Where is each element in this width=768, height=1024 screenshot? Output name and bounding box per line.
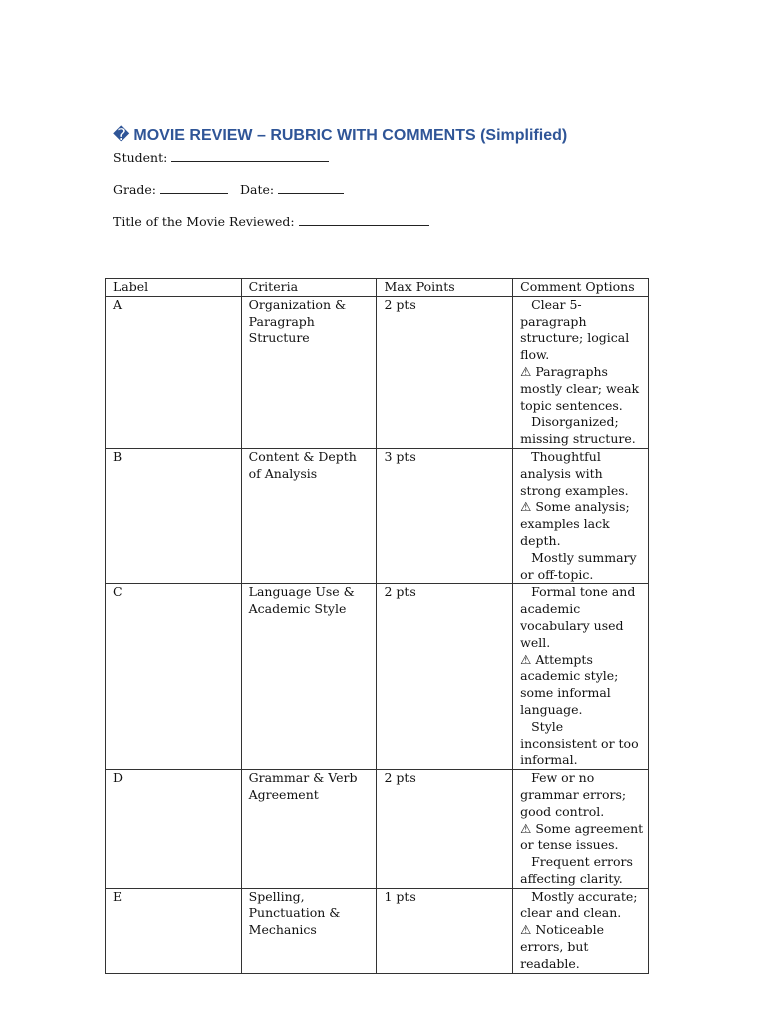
comment-option <box>520 584 644 651</box>
row-comment-options <box>513 296 649 448</box>
row-comment-options <box>513 888 649 973</box>
table-row <box>106 584 649 770</box>
comment-text: Attempts academic style; some informal language. <box>520 651 619 717</box>
student-field-row <box>113 150 329 165</box>
comment-text: Some agreement or tense issues. <box>520 820 644 853</box>
table-row <box>106 770 649 889</box>
comment-option <box>520 449 644 499</box>
comment-option <box>520 889 644 923</box>
header-comment-options: Comment Options <box>513 279 649 297</box>
date-label: Date: <box>240 182 275 197</box>
warning-icon: ⚠ <box>520 651 532 667</box>
comment-text: Disorganized; missing structure. <box>520 414 636 447</box>
movie-title-label: Title of the Movie Reviewed: <box>113 214 295 229</box>
comment-option <box>520 364 644 414</box>
date-blank-line[interactable] <box>278 182 344 194</box>
warning-icon: ⚠ <box>520 922 532 938</box>
comment-text: Thoughtful analysis with strong examples. <box>520 448 629 498</box>
comment-text: Frequent errors affecting clarity. <box>520 854 633 886</box>
table-row <box>106 888 649 973</box>
comment-text: Paragraphs mostly clear; weak topic sentences. <box>520 363 640 413</box>
row-criteria: Spelling, Punctuation & Mechanics <box>241 888 377 973</box>
warning-icon: ⚠ <box>520 363 532 379</box>
row-criteria: Language Use & Academic Style <box>241 584 377 770</box>
comment-text: Style inconsistent or too informal. <box>520 718 639 768</box>
grade-blank-line[interactable] <box>160 182 228 194</box>
table-row <box>106 448 649 583</box>
comment-text: Formal tone and academic vocabulary used well. <box>520 584 636 650</box>
movie-title-field-row <box>113 214 429 229</box>
row-comment-options <box>513 770 649 889</box>
comment-option <box>520 414 644 448</box>
rubric-header-row <box>106 279 649 297</box>
comment-option <box>520 499 644 549</box>
header-max-points: Max Points <box>377 279 513 297</box>
movie-title-blank-line[interactable] <box>299 214 429 226</box>
row-comment-options <box>513 448 649 583</box>
row-label: C <box>106 584 242 770</box>
student-label: Student: <box>113 150 168 165</box>
row-label: E <box>106 888 242 973</box>
comment-text: Noticeable errors, but readable. <box>520 922 605 971</box>
row-label: D <box>106 770 242 889</box>
grade-date-field-row <box>113 182 344 197</box>
document-title-text: MOVIE REVIEW – RUBRIC WITH COMMENTS (Simplified) <box>133 127 568 144</box>
rubric-body <box>106 296 649 973</box>
comment-text: Few or no grammar errors; good control. <box>520 770 627 819</box>
student-blank-line[interactable] <box>171 150 329 162</box>
row-criteria: Organization & Paragraph Structure <box>241 296 377 448</box>
comment-option <box>520 719 644 769</box>
row-max-points: 1 pts <box>377 888 513 973</box>
comment-text: Mostly summary or off-topic. <box>520 549 637 582</box>
comment-text: Clear 5-paragraph structure; logical flow. <box>520 296 630 363</box>
comment-option <box>520 550 644 584</box>
row-max-points: 3 pts <box>377 448 513 583</box>
row-max-points: 2 pts <box>377 296 513 448</box>
comment-text: Some analysis; examples lack depth. <box>520 499 630 548</box>
warning-icon: ⚠ <box>520 499 532 515</box>
comment-text: Mostly accurate; clear and clean. <box>520 888 638 921</box>
warning-icon: ⚠ <box>520 820 532 836</box>
row-label: A <box>106 296 242 448</box>
rubric-table <box>105 278 649 974</box>
comment-option <box>520 821 644 855</box>
grade-label: Grade: <box>113 182 157 197</box>
comment-option <box>520 297 644 364</box>
comment-option <box>520 652 644 719</box>
document-title <box>113 125 567 145</box>
comment-option <box>520 854 644 888</box>
title-symbol-icon: � <box>113 127 130 144</box>
comment-option <box>520 770 644 820</box>
table-row <box>106 296 649 448</box>
row-max-points: 2 pts <box>377 584 513 770</box>
row-criteria: Grammar & Verb Agreement <box>241 770 377 889</box>
comment-option <box>520 922 644 972</box>
row-label: B <box>106 448 242 583</box>
header-label: Label <box>106 279 242 297</box>
row-max-points: 2 pts <box>377 770 513 889</box>
row-comment-options <box>513 584 649 770</box>
row-criteria: Content & Depth of Analysis <box>241 448 377 583</box>
header-criteria: Criteria <box>241 279 377 297</box>
